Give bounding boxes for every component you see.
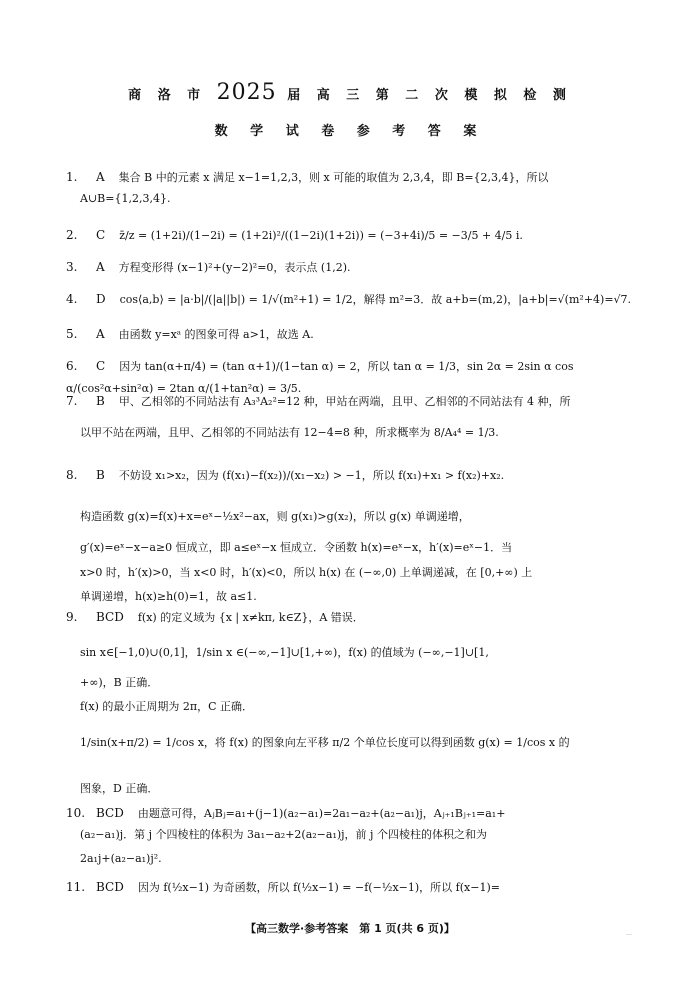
question-number: 3. — [66, 260, 78, 274]
title-suffix: 届 高 三 第 二 次 模 拟 检 测 — [287, 88, 572, 103]
solution-line: g′(x)=eˣ−x−a≥0 恒成立，即 a≤eˣ−x 恒成立．令函数 h(x)=eˣ−x，h′(x)=eˣ−1．当 — [80, 541, 513, 554]
question-number: 6. — [66, 359, 78, 373]
solution-line: A∪B={1,2,3,4}. — [80, 192, 171, 205]
solution-line: 由题意可得，AⱼBⱼ=a₁+(j−1)(a₂−a₁)=2a₁−a₂+(a₂−a₁)j，Aⱼ₊₁Bⱼ₊₁=a₁+ — [137, 807, 506, 820]
question-number: 1. — [66, 170, 78, 184]
solution-line: 方程变形得 (x−1)²+(y−2)²=0，表示点 (1,2). — [118, 261, 351, 274]
question-answer: A — [96, 260, 105, 274]
page-title — [0, 80, 700, 105]
question-1 — [66, 166, 638, 189]
question-2 — [66, 224, 638, 247]
solution-line: z̄/z = (1+2i)/(1−2i) = (1+2i)²/((1−2i)(1+2i)) = (−3+4i)/5 = −3/5 + 4/5 i. — [119, 229, 523, 242]
question-answer: B — [96, 394, 105, 408]
solution-line: 图象，D 正确． — [80, 782, 159, 795]
question-answer: A — [96, 327, 105, 341]
question-3 — [66, 256, 638, 279]
solution-line: 2a₁j+(a₂−a₁)j². — [80, 852, 162, 865]
corner-mark: … — [626, 930, 632, 937]
question-number: 5. — [66, 327, 78, 341]
solution-line: 构造函数 g(x)=f(x)+x=eˣ−½x²−ax，则 g(x₁)>g(x₂)，所以 g(x) 单调递增， — [80, 510, 470, 523]
solution-line: f(x) 的最小正周期为 2π，C 正确． — [80, 700, 253, 713]
question-number: 4. — [66, 292, 78, 306]
solution-line: cos⟨a,b⟩ = |a·b|/(|a||b|) = 1/√(m²+1) = 1/2，解得 m²=3．故 a+b=(m,2)，|a+b|=√(m²+4)=√7. — [119, 293, 632, 306]
solution-line: 以甲不站在两端，且甲、乙相邻的不同站法有 12−4=8 种，所求概率为 8/A₄⁴ = 1/3. — [80, 426, 499, 439]
solution-line: 甲、乙相邻的不同站法有 A₃³A₂²=12 种，甲站在两端，且甲、乙相邻的不同站法有 4 种，所 — [118, 395, 571, 408]
page-subtitle: 数 学 试 卷 参 考 答 案 — [214, 124, 486, 139]
question-answer: BCD — [96, 880, 124, 894]
solution-line: 因为 f(½x−1) 为奇函数，所以 f(½x−1) = −f(−½x−1)，所以 f(x−1)= — [137, 881, 500, 894]
question-answer: BCD — [96, 806, 124, 820]
question-7 — [66, 390, 638, 413]
question-answer: C — [96, 228, 106, 242]
title-year: 2025 — [216, 80, 277, 105]
solution-line: f(x) 的定义域为 {x | x≠kπ, k∈Z}，A 错误． — [137, 611, 364, 624]
solution-line: sin x∈[−1,0)∪(0,1]，1/sin x ∈(−∞,−1]∪[1,+∞)，f(x) 的值域为 (−∞,−1]∪[1, — [80, 646, 489, 659]
solution-line: 单调递增，h(x)≥h(0)=1，故 a≤1. — [80, 590, 257, 603]
title-prefix: 商 洛 市 — [128, 88, 207, 103]
question-number: 8. — [66, 468, 78, 482]
question-answer: A — [96, 170, 105, 184]
question-answer: BCD — [96, 610, 124, 624]
question-8 — [66, 464, 638, 487]
question-answer: D — [96, 292, 106, 306]
question-number: 11. — [66, 880, 86, 894]
solution-line: +∞)，B 正确． — [80, 676, 159, 689]
solution-line: x>0 时，h′(x)>0，当 x<0 时，h′(x)<0，所以 h(x) 在 (−∞,0) 上单调递减，在 [0,+∞) 上 — [80, 566, 533, 579]
question-number: 9. — [66, 610, 78, 624]
question-answer: C — [96, 359, 106, 373]
question-number: 10. — [66, 806, 86, 820]
question-10 — [66, 802, 638, 825]
question-9 — [66, 606, 638, 629]
question-5 — [66, 323, 638, 346]
solution-line: 由函数 y=xᵃ 的图象可得 a>1，故选 A. — [118, 328, 314, 341]
solution-line: 因为 tan(α+π/4) = (tan α+1)/(1−tan α) = 2，所以 tan α = 1/3，sin 2α = 2sin α cos α/(cos²α+sin²α) = 2tan α/(1+tan²α) = 3/5. — [66, 360, 574, 395]
page-footer: 【高三数学·参考答案 第 1 页(共 6 页)】 — [245, 922, 455, 935]
solution-line: 1/sin(x+π/2) = 1/cos x，将 f(x) 的图象向左平移 π/2 个单位长度可以得到函数 g(x) = 1/cos x 的 — [80, 736, 570, 749]
question-11 — [66, 876, 638, 899]
question-answer: B — [96, 468, 105, 482]
question-number: 7. — [66, 394, 78, 408]
solution-line: 不妨设 x₁>x₂，因为 (f(x₁)−f(x₂))/(x₁−x₂) > −1，所以 f(x₁)+x₁ > f(x₂)+x₂. — [118, 469, 505, 482]
question-number: 2. — [66, 228, 78, 242]
solution-line: (a₂−a₁)j．第 j 个四棱柱的体积为 3a₁−a₂+2(a₂−a₁)j，前 j 个四棱柱的体积之和为 — [80, 828, 487, 841]
solution-line: 集合 B 中的元素 x 满足 x−1=1,2,3，则 x 可能的取值为 2,3,4，即 B={2,3,4}，所以 — [118, 171, 549, 184]
question-4 — [66, 288, 638, 311]
